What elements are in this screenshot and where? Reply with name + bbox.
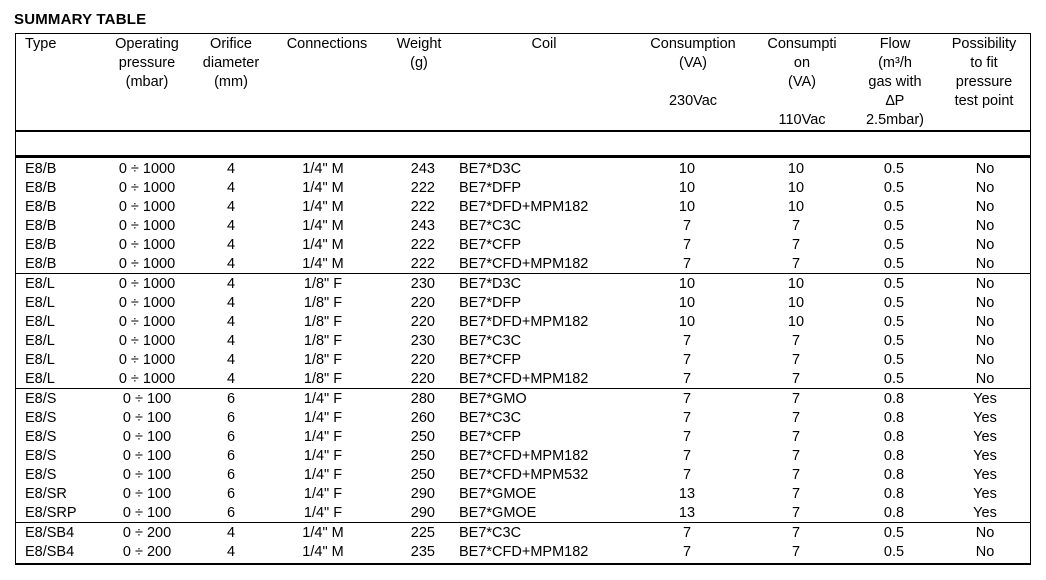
table-row [15,466,1031,485]
cell-pressure: 0 ÷ 1000 [118,161,176,177]
cell-cons110: 10 [787,276,805,292]
cell-weight: 250 [410,467,435,483]
cell-weight: 220 [410,295,435,311]
cell-flow: 0.5 [883,544,905,560]
cell-flow: 0.5 [883,314,905,330]
cell-weight: 220 [410,371,435,387]
table-row [15,524,1031,543]
cell-cons230: 10 [678,314,696,330]
cell-test: No [975,161,995,177]
cell-pressure: 0 ÷ 1000 [118,352,176,368]
cell-type: E8/B [25,161,57,177]
cell-orifice: 4 [226,218,236,234]
table-row [15,485,1031,504]
cell-test: Yes [973,467,997,483]
cell-cons110: 7 [791,352,801,368]
cell-coil: BE7*CFP [459,429,522,445]
cell-orifice: 4 [226,371,236,387]
cell-cons230: 7 [682,467,692,483]
cell-connections: 1/8" F [303,352,343,368]
cell-cons110: 10 [787,161,805,177]
cell-connections: 1/8" F [303,314,343,330]
cell-test: No [975,544,995,560]
cell-type: E8/L [25,371,55,387]
cell-weight: 290 [410,505,435,521]
cell-cons230: 10 [678,295,696,311]
cell-coil: BE7*D3C [459,276,522,292]
cell-flow: 0.5 [883,333,905,349]
cell-cons230: 10 [678,199,696,215]
header-pressure-test-point: Possibility to fit pressure test point [951,36,1017,109]
cell-connections: 1/4" M [302,180,344,196]
cell-type: E8/SB4 [25,544,75,560]
cell-pressure: 0 ÷ 100 [122,467,172,483]
cell-cons110: 10 [787,314,805,330]
cell-orifice: 6 [226,410,236,426]
cell-type: E8/S [25,391,57,407]
cell-flow: 0.5 [883,352,905,368]
cell-connections: 1/4" F [303,410,343,426]
cell-coil: BE7*DFD+MPM182 [459,314,589,330]
cell-type: E8/L [25,295,55,311]
cell-connections: 1/4" F [303,505,343,521]
bottom-rule [15,563,1031,565]
cell-orifice: 4 [226,525,236,541]
cell-test: No [975,295,995,311]
cell-coil: BE7*CFD+MPM532 [459,467,589,483]
cell-flow: 0.5 [883,371,905,387]
cell-cons110: 7 [791,448,801,464]
cell-type: E8/S [25,467,57,483]
cell-flow: 0.5 [883,525,905,541]
cell-cons230: 7 [682,429,692,445]
cell-weight: 260 [410,410,435,426]
cell-cons110: 7 [791,486,801,502]
cell-cons230: 7 [682,525,692,541]
cell-cons110: 10 [787,295,805,311]
table-row [15,294,1031,313]
cell-cons110: 7 [791,218,801,234]
cell-connections: 1/4" M [302,218,344,234]
table-row [15,428,1031,447]
cell-orifice: 6 [226,486,236,502]
cell-test: No [975,525,995,541]
cell-connections: 1/4" M [302,525,344,541]
cell-coil: BE7*GMOE [459,505,537,521]
top-rule [15,33,1031,34]
cell-coil: BE7*CFD+MPM182 [459,448,589,464]
table-row [15,370,1031,389]
cell-test: Yes [973,410,997,426]
cell-cons230: 7 [682,371,692,387]
cell-connections: 1/4" F [303,486,343,502]
cell-test: No [975,352,995,368]
header-operating-pressure: Operating pressure (mbar) [115,36,179,90]
cell-weight: 225 [410,525,435,541]
cell-flow: 0.8 [883,486,905,502]
cell-type: E8/S [25,448,57,464]
cell-coil: BE7*C3C [459,218,522,234]
cell-cons110: 7 [791,371,801,387]
cell-connections: 1/4" F [303,467,343,483]
cell-pressure: 0 ÷ 1000 [118,218,176,234]
cell-cons110: 7 [791,237,801,253]
cell-pressure: 0 ÷ 100 [122,448,172,464]
cell-weight: 235 [410,544,435,560]
cell-connections: 1/4" F [303,391,343,407]
cell-cons110: 10 [787,180,805,196]
table-row [15,179,1031,198]
cell-connections: 1/4" M [302,256,344,272]
cell-type: E8/L [25,276,55,292]
table-row [15,447,1031,466]
cell-connections: 1/8" F [303,333,343,349]
header-flow: Flow (m³/h gas with ∆P 2.5mbar) [865,36,925,128]
cell-pressure: 0 ÷ 1000 [118,256,176,272]
cell-test: No [975,199,995,215]
table-row [15,313,1031,332]
header-consumption-110: Consumpti on (VA) 110Vac [767,36,837,128]
cell-test: No [975,237,995,253]
cell-pressure: 0 ÷ 200 [122,544,172,560]
cell-flow: 0.8 [883,429,905,445]
cell-weight: 250 [410,448,435,464]
cell-cons230: 7 [682,352,692,368]
cell-orifice: 4 [226,314,236,330]
cell-cons110: 10 [787,199,805,215]
cell-weight: 230 [410,333,435,349]
table-row [15,351,1031,370]
cell-test: Yes [973,505,997,521]
cell-test: Yes [973,486,997,502]
cell-weight: 243 [410,218,435,234]
cell-coil: BE7*C3C [459,525,522,541]
table-row [15,160,1031,179]
cell-flow: 0.5 [883,218,905,234]
cell-flow: 0.5 [883,199,905,215]
table-title: SUMMARY TABLE [14,11,147,28]
header-orifice-diameter: Orifice diameter (mm) [202,36,260,90]
cell-connections: 1/8" F [303,276,343,292]
cell-orifice: 4 [226,276,236,292]
cell-weight: 220 [410,314,435,330]
cell-flow: 0.8 [883,505,905,521]
cell-weight: 220 [410,352,435,368]
cell-weight: 222 [410,237,435,253]
cell-coil: BE7*C3C [459,333,522,349]
cell-cons230: 10 [678,276,696,292]
cell-flow: 0.5 [883,256,905,272]
cell-connections: 1/4" M [302,237,344,253]
cell-test: No [975,371,995,387]
cell-flow: 0.5 [883,161,905,177]
table-row [15,275,1031,294]
cell-cons230: 7 [682,333,692,349]
cell-cons110: 7 [791,505,801,521]
cell-cons230: 7 [682,218,692,234]
cell-connections: 1/8" F [303,371,343,387]
cell-pressure: 0 ÷ 100 [122,391,172,407]
cell-coil: BE7*CFD+MPM182 [459,544,589,560]
cell-cons230: 7 [682,448,692,464]
cell-pressure: 0 ÷ 1000 [118,276,176,292]
cell-pressure: 0 ÷ 1000 [118,371,176,387]
cell-flow: 0.8 [883,467,905,483]
cell-orifice: 4 [226,333,236,349]
cell-type: E8/B [25,237,57,253]
cell-orifice: 4 [226,256,236,272]
cell-orifice: 4 [226,544,236,560]
cell-cons110: 7 [791,333,801,349]
cell-orifice: 4 [226,199,236,215]
cell-cons230: 7 [682,544,692,560]
cell-orifice: 6 [226,505,236,521]
cell-pressure: 0 ÷ 1000 [118,199,176,215]
table-row [15,543,1031,562]
cell-type: E8/SRP [25,505,77,521]
cell-coil: BE7*D3C [459,161,522,177]
cell-type: E8/SB4 [25,525,75,541]
cell-cons110: 7 [791,525,801,541]
cell-pressure: 0 ÷ 100 [122,429,172,445]
cell-test: No [975,276,995,292]
cell-cons230: 10 [678,161,696,177]
cell-pressure: 0 ÷ 100 [122,410,172,426]
cell-orifice: 6 [226,448,236,464]
cell-type: E8/L [25,314,55,330]
cell-flow: 0.5 [883,180,905,196]
cell-coil: BE7*CFD+MPM182 [459,256,589,272]
cell-coil: BE7*GMOE [459,486,537,502]
cell-orifice: 4 [226,161,236,177]
body-top-rule [15,155,1031,158]
cell-orifice: 6 [226,467,236,483]
cell-test: No [975,314,995,330]
cell-cons230: 7 [682,410,692,426]
cell-coil: BE7*DFP [459,295,522,311]
cell-pressure: 0 ÷ 1000 [118,314,176,330]
table-row [15,236,1031,255]
header-bottom-rule [15,130,1031,132]
cell-orifice: 4 [226,295,236,311]
cell-orifice: 4 [226,237,236,253]
cell-cons110: 7 [791,256,801,272]
table-row [15,217,1031,236]
header-connections: Connections [286,36,368,52]
cell-connections: 1/4" M [302,544,344,560]
cell-coil: BE7*CFP [459,352,522,368]
cell-test: No [975,333,995,349]
cell-flow: 0.5 [883,295,905,311]
cell-pressure: 0 ÷ 200 [122,525,172,541]
cell-connections: 1/4" M [302,161,344,177]
cell-connections: 1/8" F [303,295,343,311]
cell-coil: BE7*DFD+MPM182 [459,199,589,215]
cell-type: E8/B [25,199,57,215]
cell-pressure: 0 ÷ 100 [122,505,172,521]
cell-cons110: 7 [791,391,801,407]
cell-cons110: 7 [791,429,801,445]
cell-flow: 0.8 [883,448,905,464]
table-row [15,255,1031,274]
cell-cons230: 7 [682,256,692,272]
cell-weight: 290 [410,486,435,502]
cell-pressure: 0 ÷ 1000 [118,295,176,311]
table-row [15,332,1031,351]
cell-coil: BE7*CFP [459,237,522,253]
cell-cons110: 7 [791,544,801,560]
cell-type: E8/B [25,180,57,196]
cell-test: No [975,218,995,234]
header-consumption-230: Consumption (VA) 230Vac [650,36,736,109]
header-coil: Coil [531,36,557,52]
cell-test: Yes [973,448,997,464]
cell-flow: 0.5 [883,276,905,292]
cell-weight: 243 [410,161,435,177]
cell-cons230: 7 [682,237,692,253]
cell-pressure: 0 ÷ 1000 [118,333,176,349]
cell-pressure: 0 ÷ 1000 [118,180,176,196]
cell-cons230: 13 [678,505,696,521]
cell-coil: BE7*C3C [459,410,522,426]
cell-connections: 1/4" F [303,429,343,445]
cell-type: E8/SR [25,486,67,502]
cell-flow: 0.5 [883,237,905,253]
cell-type: E8/L [25,333,55,349]
cell-cons110: 7 [791,410,801,426]
cell-type: E8/S [25,410,57,426]
header-type: Type [25,36,57,52]
cell-weight: 222 [410,199,435,215]
cell-connections: 1/4" M [302,199,344,215]
cell-flow: 0.8 [883,410,905,426]
cell-cons230: 13 [678,486,696,502]
cell-test: Yes [973,429,997,445]
cell-orifice: 4 [226,352,236,368]
cell-flow: 0.8 [883,391,905,407]
cell-pressure: 0 ÷ 100 [122,486,172,502]
cell-test: No [975,180,995,196]
table-row [15,409,1031,428]
cell-weight: 222 [410,180,435,196]
cell-test: Yes [973,391,997,407]
cell-coil: BE7*DFP [459,180,522,196]
cell-orifice: 6 [226,429,236,445]
cell-orifice: 4 [226,180,236,196]
cell-connections: 1/4" F [303,448,343,464]
cell-weight: 280 [410,391,435,407]
cell-weight: 250 [410,429,435,445]
cell-coil: BE7*GMO [459,391,527,407]
cell-cons230: 7 [682,391,692,407]
cell-cons230: 10 [678,180,696,196]
cell-cons110: 7 [791,467,801,483]
cell-type: E8/B [25,256,57,272]
cell-coil: BE7*CFD+MPM182 [459,371,589,387]
table-row [15,390,1031,409]
cell-pressure: 0 ÷ 1000 [118,237,176,253]
cell-type: E8/L [25,352,55,368]
cell-type: E8/S [25,429,57,445]
header-weight: Weight (g) [396,36,442,71]
cell-weight: 222 [410,256,435,272]
cell-test: No [975,256,995,272]
cell-type: E8/B [25,218,57,234]
cell-weight: 230 [410,276,435,292]
table-row [15,198,1031,217]
table-row [15,504,1031,523]
cell-orifice: 6 [226,391,236,407]
